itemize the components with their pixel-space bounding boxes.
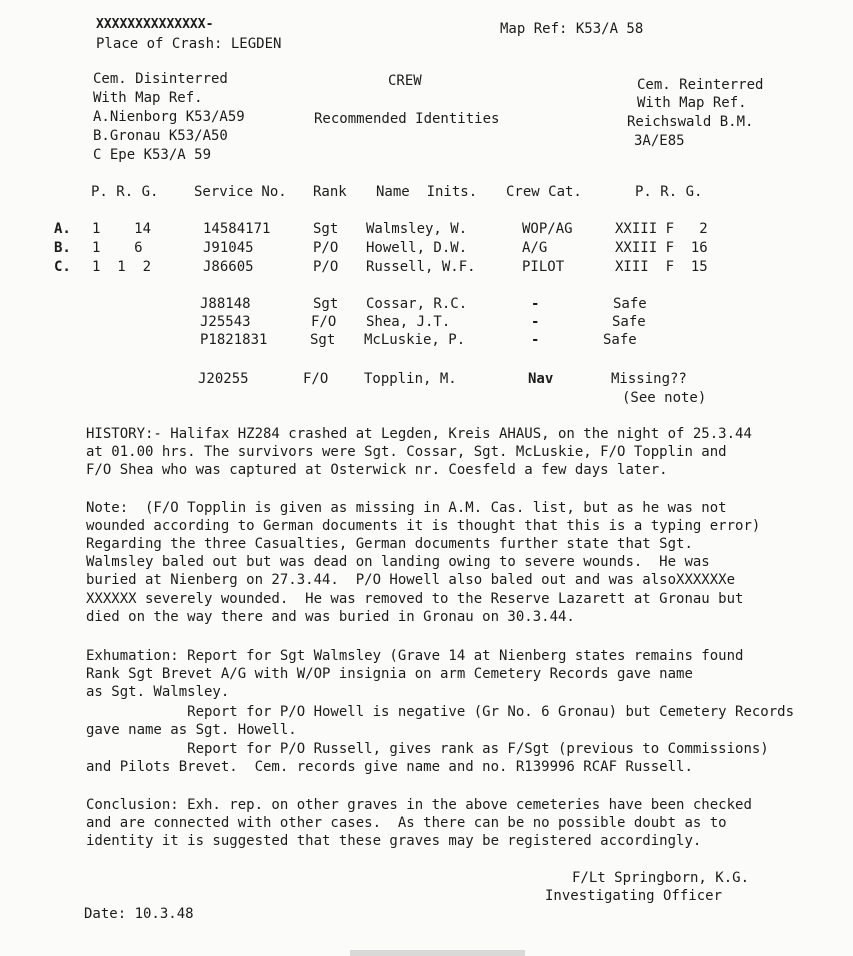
row-cat: - (531, 296, 540, 312)
row-letter: B. (54, 240, 71, 256)
row-cat: WOP/AG (522, 221, 573, 237)
row-service: J25543 (200, 314, 251, 330)
reinterred-line: Reichswald B.M. (627, 114, 754, 130)
row-service: J88148 (200, 296, 251, 312)
row-prg2: XIII F 15 (615, 259, 708, 275)
row-service: 14584171 (203, 221, 271, 237)
note-line: buried at Nienberg on 27.3.44. P/O Howell also baled out and was alsoXXXXXXe (86, 572, 736, 588)
map-ref: Map Ref: K53/A 58 (500, 21, 644, 37)
row-cat: A/G (522, 240, 548, 256)
row-cat: PILOT (522, 259, 565, 275)
note-line: Note: (F/O Topplin is given as missing in A.M. Cas. list, but as he was not (86, 500, 727, 516)
scan-edge (350, 950, 525, 956)
note-line: died on the way there and was buried in Gronau on 30.3.44. (86, 609, 575, 625)
recommended-identities: Recommended Identities (314, 111, 500, 127)
history-line: at 01.00 hrs. The survivors were Sgt. Cossar, Sgt. McLuskie, F/O Topplin and (86, 444, 727, 460)
exhumation-line: Rank Sgt Brevet A/G with W/OP insignia on arm Cemetery Records gave name (86, 666, 693, 682)
conclusion-line: Conclusion: Exh. rep. on other graves in the above cemeteries have been checked (86, 797, 752, 813)
row-status: Safe (603, 332, 637, 348)
row-rank: F/O (311, 314, 337, 330)
row-rank: Sgt (313, 221, 339, 237)
exhumation-line: Report for P/O Russell, gives rank as F/Sgt (previous to Commissions) (86, 741, 769, 757)
row-prg: 1 6 (92, 240, 143, 256)
row-letter: C. (54, 259, 71, 275)
reinterred-line: 3A/E85 (634, 133, 685, 149)
row-name: Russell, W.F. (366, 259, 476, 275)
row-rank: Sgt (313, 296, 339, 312)
row-service: J20255 (198, 371, 249, 387)
history-line: F/O Shea who was captured at Osterwick nr. Coesfeld a few days later. (86, 462, 668, 478)
row-status: Safe (612, 314, 646, 330)
row-name: Cossar, R.C. (366, 296, 468, 312)
reinterred-line: With Map Ref. (637, 95, 747, 111)
exhumation-line: gave name as Sgt. Howell. (86, 722, 297, 738)
signature-title: Investigating Officer (545, 888, 723, 904)
row-name: Walmsley, W. (366, 221, 468, 237)
exhumation-line: Exhumation: Report for Sgt Walmsley (Grave 14 at Nienberg states remains found (86, 648, 744, 664)
conclusion-line: identity it is suggested that these graves may be registered accordingly. (86, 833, 702, 849)
struck-header: XXXXXXXXXXXXXX- (96, 17, 214, 32)
crew-heading: CREW (388, 73, 422, 89)
col-header-service-no: Service No. (194, 184, 287, 200)
note-line: XXXXXX severely wounded. He was removed to the Reserve Lazarett at Gronau but (86, 591, 744, 607)
note-line: wounded according to German documents it is thought that this is a typing error) (86, 518, 761, 534)
disinterred-line: With Map Ref. (93, 90, 203, 106)
conclusion-line: and are connected with other cases. As there can be no possible doubt as to (86, 815, 727, 831)
col-header-name: Name Inits. (376, 184, 478, 200)
col-header-crew-cat: Crew Cat. (506, 184, 582, 200)
row-name: Shea, J.T. (366, 314, 451, 330)
note-line: Regarding the three Casualties, German documents further state that Sgt. (86, 536, 693, 552)
row-prg: 1 14 (92, 221, 152, 237)
row-service: P1821831 (200, 332, 268, 348)
exhumation-line: Report for P/O Howell is negative (Gr No. 6 Gronau) but Cemetery Records (86, 704, 795, 720)
exhumation-line: and Pilots Brevet. Cem. records give name and no. R139996 RCAF Russell. (86, 759, 693, 775)
col-header-rank: Rank (313, 184, 347, 200)
col-header-prg2: P. R. G. (635, 184, 703, 200)
row-service: J91045 (203, 240, 254, 256)
row-letter: A. (54, 221, 71, 237)
signature-name: F/Lt Springborn, K.G. (572, 870, 750, 886)
row-status: Safe (613, 296, 647, 312)
disinterred-line: A.Nienborg K53/A59 (93, 109, 245, 125)
row-name: Topplin, M. (364, 371, 457, 387)
note-line: Walmsley baled out but was dead on landing owing to severe wounds. He was (86, 554, 710, 570)
row-rank: F/O (303, 371, 329, 387)
row-status: Missing?? (611, 371, 687, 387)
row-name: McLuskie, P. (364, 332, 466, 348)
exhumation-line: as Sgt. Walmsley. (86, 684, 230, 700)
disinterred-line: C Epe K53/A 59 (93, 147, 212, 163)
reinterred-line: Cem. Reinterred (637, 77, 764, 93)
see-note: (See note) (622, 390, 707, 406)
row-prg2: XXIII F 2 (615, 221, 708, 237)
row-cat: Nav (528, 371, 554, 387)
row-rank: Sgt (310, 332, 336, 348)
disinterred-line: Cem. Disinterred (93, 71, 228, 87)
col-header-prg: P. R. G. (91, 184, 159, 200)
document-date: Date: 10.3.48 (84, 906, 194, 922)
history-line: HISTORY:- Halifax HZ284 crashed at Legden, Kreis AHAUS, on the night of 25.3.44 (86, 426, 752, 442)
row-rank: P/O (313, 259, 339, 275)
row-name: Howell, D.W. (366, 240, 468, 256)
disinterred-line: B.Gronau K53/A50 (93, 128, 228, 144)
place-of-crash: Place of Crash: LEGDEN (96, 36, 282, 52)
row-prg2: XXIII F 16 (615, 240, 708, 256)
row-prg: 1 1 2 (92, 259, 152, 275)
row-rank: P/O (313, 240, 339, 256)
row-service: J86605 (203, 259, 254, 275)
row-cat: - (531, 314, 540, 330)
row-cat: - (531, 332, 540, 348)
